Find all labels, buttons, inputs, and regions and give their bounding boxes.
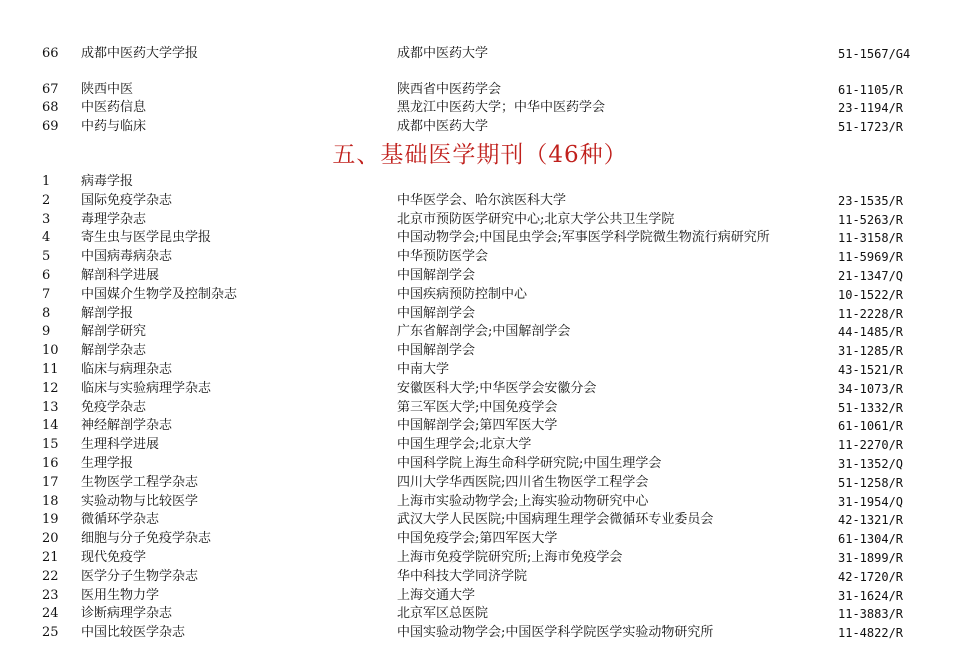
journal-publisher: 中国生理学会;北京大学 [397, 437, 532, 453]
table-row [0, 305, 960, 323]
journal-cn-number: 10-1522/R [838, 287, 904, 302]
journal-publisher: 中国实验动物学会;中国医学科学院医学实验动物研究所 [397, 625, 714, 641]
section-heading: 五、基础医学期刊（46种） [332, 142, 628, 168]
row-number: 20 [42, 531, 59, 547]
table-row [0, 323, 960, 341]
journal-title: 临床与实验病理学杂志 [81, 380, 212, 396]
row-number: 15 [42, 437, 59, 453]
journal-title: 解剖学报 [81, 305, 134, 321]
table-row [0, 248, 960, 266]
row-number: 69 [42, 119, 59, 134]
journal-publisher: 中国动物学会;中国昆虫学会;军事医学科学院微生物流行病研究所 [397, 230, 770, 246]
journal-cn-number: 42-1321/R [838, 513, 904, 528]
table-row [0, 45, 960, 63]
row-number: 24 [42, 606, 59, 622]
journal-publisher: 中国免疫学会;第四军医大学 [397, 531, 558, 547]
journal-title: 国际免疫学杂志 [81, 192, 173, 208]
journal-publisher: 中国解剖学会 [397, 343, 476, 359]
table-row [0, 118, 960, 136]
journal-cn-number: 11-4822/R [838, 626, 904, 641]
journal-publisher: 成都中医药大学 [397, 46, 489, 61]
journal-cn-number: 31-1624/R [838, 588, 904, 603]
journal-title: 毒理学杂志 [81, 211, 147, 227]
table-row [0, 173, 960, 191]
journal-title: 中医药信息 [81, 100, 147, 115]
row-number: 8 [42, 305, 51, 321]
journal-publisher: 武汉大学人民医院;中国病理生理学会微循环专业委员会 [397, 512, 714, 528]
journal-cn-number: 31-1352/Q [838, 457, 904, 471]
journal-cn-number: 51-1723/R [838, 120, 904, 134]
table-row [0, 192, 960, 210]
row-number: 22 [42, 568, 59, 584]
table-row [0, 568, 960, 586]
table-row [0, 342, 960, 360]
table-row [0, 605, 960, 623]
journal-publisher: 中国解剖学会 [397, 305, 476, 321]
journal-title: 细胞与分子免疫学杂志 [81, 531, 212, 547]
row-number: 12 [42, 380, 59, 396]
row-number: 23 [42, 587, 59, 603]
journal-publisher: 中南大学 [397, 362, 450, 377]
journal-publisher: 北京市预防医学研究中心;北京大学公共卫生学院 [397, 211, 675, 227]
journal-title: 中国媒介生物学及控制杂志 [81, 286, 238, 302]
journal-title: 神经解剖学杂志 [81, 418, 173, 434]
journal-title: 寄生虫与医学昆虫学报 [81, 230, 212, 246]
journal-title: 医用生物力学 [81, 587, 160, 603]
table-row [0, 493, 960, 511]
journal-cn-number: 51-1332/R [838, 400, 904, 415]
journal-publisher: 北京军区总医院 [397, 606, 489, 622]
journal-cn-number: 61-1105/R [838, 83, 904, 97]
row-number: 66 [42, 46, 59, 61]
journal-title: 陕西中医 [81, 82, 134, 97]
journal-publisher: 华中科技大学同济学院 [397, 568, 528, 584]
journal-title: 解剖学研究 [81, 324, 147, 340]
journal-title: 免疫学杂志 [81, 399, 147, 415]
table-row [0, 99, 960, 117]
row-number: 10 [42, 343, 59, 359]
row-number: 3 [42, 211, 51, 227]
row-number: 5 [42, 249, 51, 265]
journal-title: 解剖学杂志 [81, 343, 147, 359]
journal-cn-number: 51-1258/R [838, 475, 904, 490]
row-number: 9 [42, 324, 51, 340]
journal-publisher: 成都中医药大学 [397, 119, 489, 134]
row-number: 2 [42, 192, 51, 208]
journal-title: 中国比较医学杂志 [81, 625, 186, 641]
journal-cn-number: 61-1061/R [838, 419, 904, 434]
journal-cn-number: 11-3883/R [838, 607, 904, 622]
journal-cn-number: 11-5969/R [838, 250, 904, 265]
table-row [0, 286, 960, 304]
journal-title: 中药与临床 [81, 119, 147, 134]
table-row [0, 436, 960, 454]
table-row [0, 229, 960, 247]
journal-cn-number: 21-1347/Q [838, 269, 904, 283]
table-row [0, 455, 960, 473]
journal-publisher: 中国解剖学会;第四军医大学 [397, 418, 558, 434]
row-number: 6 [42, 268, 51, 283]
row-number: 4 [42, 230, 51, 246]
journal-publisher: 上海市实验动物学会;上海实验动物研究中心 [397, 493, 649, 509]
row-number: 25 [42, 625, 59, 641]
journal-title: 解剖科学进展 [81, 268, 160, 283]
journal-cn-number: 44-1485/R [838, 325, 904, 340]
journal-publisher: 中华医学会、哈尔滨医科大学 [397, 192, 567, 208]
table-row [0, 624, 960, 642]
row-number: 14 [42, 418, 59, 434]
journal-cn-number: 11-5263/R [838, 212, 904, 227]
journal-cn-number: 31-1899/R [838, 551, 904, 565]
journal-cn-number: 42-1720/R [838, 569, 904, 584]
journal-cn-number: 34-1073/R [838, 381, 904, 396]
row-number: 68 [42, 100, 59, 115]
row-number: 21 [42, 550, 59, 565]
journal-title: 医学分子生物学杂志 [81, 568, 199, 584]
table-row [0, 587, 960, 605]
journal-cn-number: 11-3158/R [838, 231, 904, 246]
journal-title: 生理学报 [81, 456, 134, 471]
journal-publisher: 黑龙江中医药大学；中华中医药学会 [397, 100, 606, 115]
table-row [0, 474, 960, 492]
journal-cn-number: 11-2228/R [838, 306, 904, 321]
row-number: 7 [42, 286, 51, 302]
journal-title: 实验动物与比较医学 [81, 493, 199, 509]
journal-cn-number: 23-1535/R [838, 193, 904, 208]
table-row [0, 380, 960, 398]
table-row [0, 81, 960, 99]
journal-publisher: 中国解剖学会 [397, 268, 476, 283]
journal-cn-number: 31-1954/Q [838, 494, 904, 509]
journal-title: 微循环学杂志 [81, 512, 160, 528]
journal-cn-number: 23-1194/R [838, 101, 904, 115]
journal-cn-number: 51-1567/G4 [838, 47, 911, 61]
row-number: 11 [42, 362, 59, 377]
table-row [0, 549, 960, 567]
journal-cn-number: 31-1285/R [838, 344, 904, 359]
table-row [0, 211, 960, 229]
journal-title: 成都中医药大学学报 [81, 46, 199, 61]
journal-title: 临床与病理杂志 [81, 362, 173, 377]
journal-publisher: 中国科学院上海生命科学研究院;中国生理学会 [397, 456, 662, 471]
journal-title: 中国病毒病杂志 [81, 249, 173, 265]
row-number: 67 [42, 82, 59, 97]
journal-cn-number: 11-2270/R [838, 438, 904, 453]
journal-publisher: 安徽医科大学;中华医学会安徽分会 [397, 380, 597, 396]
row-number: 17 [42, 474, 59, 490]
journal-cn-number: 61-1304/R [838, 532, 904, 547]
journal-publisher: 广东省解剖学会;中国解剖学会 [397, 324, 571, 340]
table-row [0, 417, 960, 435]
journal-title: 生理科学进展 [81, 437, 160, 453]
journal-publisher: 上海交通大学 [397, 587, 476, 603]
journal-title: 诊断病理学杂志 [81, 606, 173, 622]
journal-title: 病毒学报 [81, 174, 134, 189]
table-row [0, 361, 960, 379]
journal-publisher: 陕西省中医药学会 [397, 82, 502, 97]
table-row [0, 399, 960, 417]
table-row [0, 511, 960, 529]
journal-publisher: 中华预防医学会 [397, 249, 489, 265]
table-row [0, 267, 960, 285]
journal-publisher: 上海市免疫学院研究所;上海市免疫学会 [397, 550, 623, 565]
journal-title: 生物医学工程学杂志 [81, 474, 199, 490]
journal-publisher: 中国疾病预防控制中心 [397, 286, 528, 302]
row-number: 18 [42, 493, 59, 509]
row-number: 16 [42, 456, 59, 471]
journal-cn-number: 43-1521/R [838, 363, 904, 377]
journal-publisher: 四川大学华西医院;四川省生物医学工程学会 [397, 474, 649, 490]
row-number: 1 [42, 174, 51, 189]
row-number: 13 [42, 399, 59, 415]
row-number: 19 [42, 512, 59, 528]
journal-title: 现代免疫学 [81, 550, 147, 565]
journal-publisher: 第三军医大学;中国免疫学会 [397, 399, 558, 415]
table-row [0, 530, 960, 548]
